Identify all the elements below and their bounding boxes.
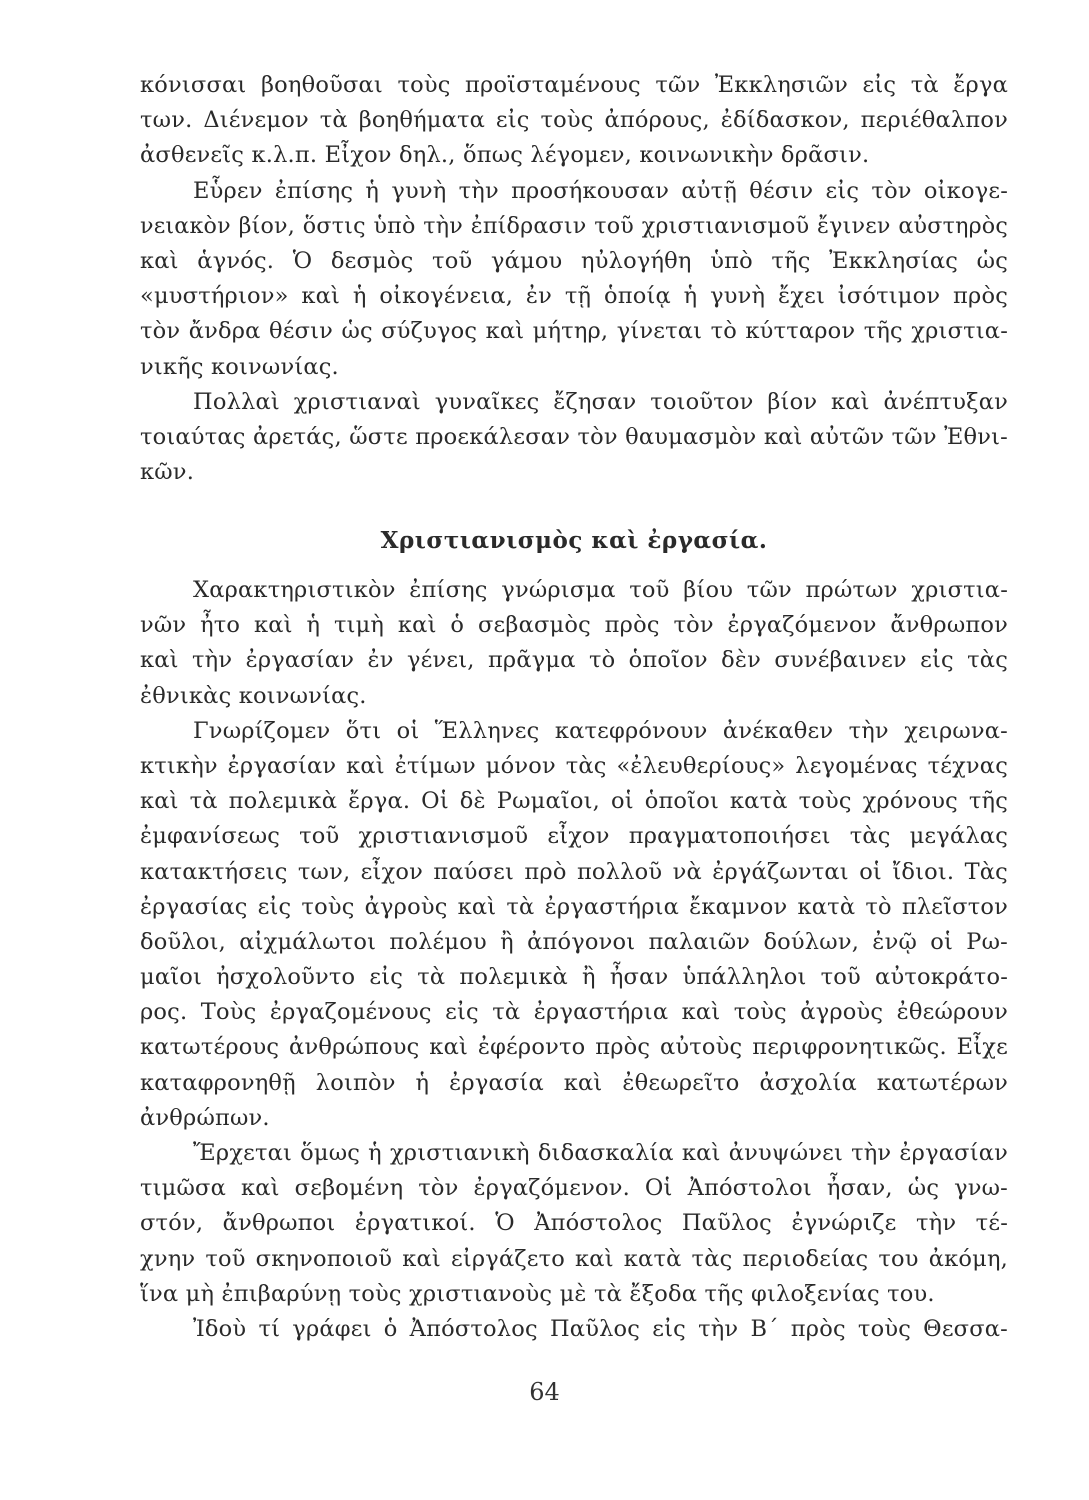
text-line: ἵνα μὴ ἐπιβαρύνῃ τοὺς χριστιανοὺς μὲ τὰ ἔξοδα τῆς φιλοξενίας του. [140,1280,935,1307]
text-line: κτικὴν ἐργασίαν καὶ ἐτίμων μόνον τὰς «ἐλευθερίους» λεγομένας τέχνας [140,752,1008,779]
text-line: Γνωρίζομεν ὅτι οἱ Ἕλληνες κατεφρόνουν ἀνέκαθεν τὴν χειρωνα- [193,717,1008,744]
text-line: στόν, ἄνθρωποι ἐργατικοί. Ὁ Ἀπόστολος Παῦλος ἐγνώριζε τὴν τέ- [140,1210,1008,1237]
text-line: ἀσθενεῖς κ.λ.π. Εἶχον δηλ., ὅπως λέγομεν, κοινωνικὴν δρᾶσιν. [140,142,870,169]
text-line: δοῦλοι, αἰχμάλωτοι πολέμου ἢ ἀπόγονοι παλαιῶν δούλων, ἐνῷ οἱ Ρω- [140,928,1008,955]
text-line: κατωτέρους ἀνθρώπους καὶ ἐφέροντο πρὸς αὐτοὺς περιφρονητικῶς. Εἶχε [140,1034,1008,1061]
text-line: ἐργασίας εἰς τοὺς ἀγροὺς καὶ τὰ ἐργαστήρια ἔκαμνον κατὰ τὸ πλεῖστον [140,893,1008,920]
text-line: κόνισσαι βοηθοῦσαι τοὺς προϊσταμένους τῶν Ἐκκλησιῶν εἰς τὰ ἔργα [140,72,1008,98]
section-heading: Χριστιανισμὸς καὶ ἐργασία. [380,527,768,554]
paragraph-block-family [140,68,1008,490]
text-line: ἐμφανίσεως τοῦ χριστιανισμοῦ εἶχον πραγματοποιήσει τὰς μεγάλας [140,823,1008,850]
text-line: χνην τοῦ σκηνοποιοῦ καὶ εἰργάζετο καὶ κατὰ τὰς περιοδείας του ἀκόμη, [140,1245,1008,1272]
text-line: κῶν. [140,459,195,486]
text-line: μαῖοι ἠσχολοῦντο εἰς τὰ πολεμικὰ ἢ ἦσαν ὑπάλληλοι τοῦ αὐτοκράτο- [140,964,1008,991]
text-line: καὶ τὴν ἐργασίαν ἐν γένει, πρᾶγμα τὸ ὁποῖον δὲν συνέβαινεν εἰς τὰς [140,647,1008,674]
page-number: 64 [529,1378,560,1406]
text-line: Εὗρεν ἐπίσης ἡ γυνὴ τὴν προσήκουσαν αὐτῇ θέσιν εἰς τὸν οἰκογε- [193,177,1008,204]
text-line: τὸν ἄνδρα θέσιν ὡς σύζυγος καὶ μήτηρ, γίνεται τὸ κύτταρον τῆς χριστια- [140,318,1008,345]
text-line: καὶ ἁγνός. Ὁ δεσμὸς τοῦ γάμου ηὐλογήθη ὑπὸ τῆς Ἐκκλησίας ὡς [140,247,1008,274]
text-line: τοιαύτας ἀρετάς, ὥστε προεκάλεσαν τὸν θαυμασμὸν καὶ αὐτῶν τῶν Ἐθνι- [140,423,1008,450]
text-line: Χαρακτηριστικὸν ἐπίσης γνώρισμα τοῦ βίου τῶν πρώτων χριστια- [193,577,1008,603]
text-line: τιμῶσα καὶ σεβομένη τὸν ἐργαζόμενον. Οἱ Ἀπόστολοι ἦσαν, ὡς γνω- [140,1175,1008,1202]
text-line: νῶν ἦτο καὶ ἡ τιμὴ καὶ ὁ σεβασμὸς πρὸς τὸν ἐργαζόμενον ἄνθρωπον [140,612,1008,639]
text-line: των. Διένεμον τὰ βοηθήματα εἰς τοὺς ἀπόρους, ἐδίδασκον, περιέθαλπον [140,107,1008,134]
text-line: «μυστήριον» καὶ ἡ οἰκογένεια, ἐν τῇ ὁποίᾳ ἡ γυνὴ ἔχει ἰσότιμον πρὸς [140,283,1008,310]
text-line: Πολλαὶ χριστιαναὶ γυναῖκες ἔζησαν τοιοῦτον βίον καὶ ἀνέπτυξαν [193,388,1008,415]
text-line: ρος. Τοὺς ἐργαζομένους εἰς τὰ ἐργαστήρια καὶ τοὺς ἀγροὺς ἐθεώρουν [140,999,1008,1026]
text-line: ἐθνικὰς κοινωνίας. [140,682,367,709]
text-line: ἀνθρώπων. [140,1104,270,1131]
text-line: Ἔρχεται ὅμως ἡ χριστιανικὴ διδασκαλία καὶ ἀνυψώνει τὴν ἐργασίαν [193,1140,1008,1166]
text-line: καὶ τὰ πολεμικὰ ἔργα. Οἱ δὲ Ρωμαῖοι, οἱ ὁποῖοι κατὰ τοὺς χρόνους τῆς [140,788,1008,815]
text-line: Ἰδοὺ τί γράφει ὁ Ἀπόστολος Παῦλος εἰς τὴν Β΄ πρὸς τοὺς Θεσσα- [193,1315,1008,1342]
text-line: καταφρονηθῇ λοιπὸν ἡ ἐργασία καὶ ἐθεωρεῖτο ἀσχολία κατωτέρων [140,1069,1008,1096]
text-line: νειακὸν βίον, ὅστις ὑπὸ τὴν ἐπίδρασιν τοῦ χριστιανισμοῦ ἔγινεν αὐστηρὸς [140,212,1008,239]
paragraph-block-work [140,573,1008,1347]
text-line: νικῆς κοινωνίας. [140,353,339,380]
text-line: κατακτήσεις των, εἶχον παύσει πρὸ πολλοῦ νὰ ἐργάζωνται οἱ ἴδιοι. Τὰς [140,858,1008,885]
